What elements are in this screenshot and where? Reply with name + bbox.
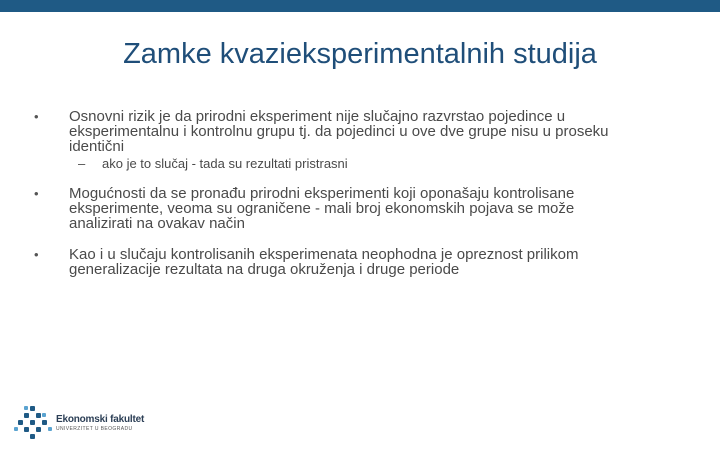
logo-name: Ekonomski fakultet: [56, 414, 145, 425]
logo-subtitle: UNIVERZITET U BEOGRADU: [56, 426, 133, 432]
bullet-text: Osnovni rizik je da prirodni eksperiment nije slučajno razvrstao pojedince u eksperimentalnu i kontrolnu grupu tj. da pojedinci u ove dve grupe nisu u proseku identični: [69, 108, 609, 155]
bullet-marker: •: [34, 186, 39, 201]
sub-bullet-text: ako je to slučaj - tada su rezultati pristrasni: [102, 156, 348, 171]
sub-bullet-marker: –: [78, 156, 86, 171]
bullet-text: Mogućnosti da se pronađu prirodni eksperimenti koji oponašaju kontrolisane eksperimente, veoma su ograničene - mali broj ekonomskih pojava se može analizirati na ovakav način: [69, 185, 575, 232]
bullet-marker: •: [34, 247, 39, 262]
bullet-marker: •: [34, 109, 39, 124]
bullet-text: Kao i u slučaju kontrolisanih eksperimenata neophodna je opreznost prilikom generalizacije rezultata na druga okruženja i druge periode: [69, 246, 579, 278]
slide-title: Zamke kvazieksperimentalnih studija: [123, 38, 597, 70]
